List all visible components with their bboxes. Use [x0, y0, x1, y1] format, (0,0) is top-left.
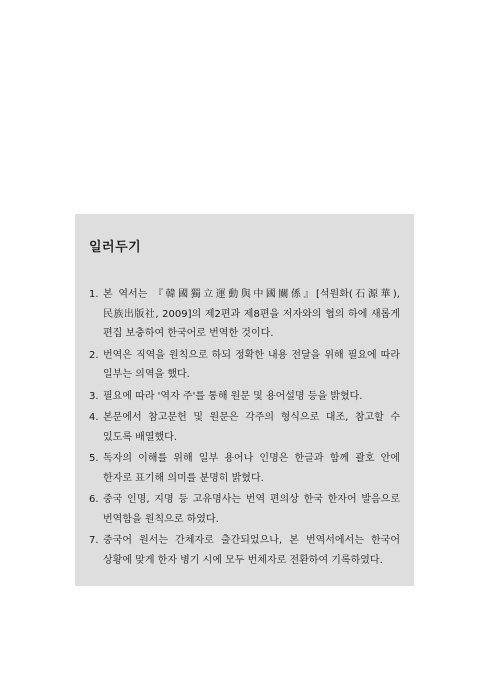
note-item-3 — [89, 387, 400, 407]
note-number: 7. — [89, 535, 99, 546]
note-item-5 — [89, 449, 400, 488]
note-number: 1. — [89, 289, 99, 300]
notes-title: 일러두기 — [89, 240, 142, 255]
note-number: 3. — [89, 390, 99, 402]
notes-list — [89, 285, 400, 570]
note-text: 독자의 이해를 위해 일부 용어나 인명은 한글과 함께 괄호 안에 한자로 표기해 의미를 분명히 밝혔다. — [103, 453, 400, 484]
note-text: 번역은 직역을 원칙으로 하되 정확한 내용 전달을 위해 필요에 따라 일부는 의역을 했다. — [103, 349, 400, 380]
note-item-2 — [89, 346, 400, 385]
note-text: 본문에서 참고문헌 및 원문은 각주의 형식으로 대조, 참고할 수 있도록 배열했다. — [103, 412, 400, 443]
note-item-1 — [89, 285, 400, 344]
note-text: 필요에 따라 '역자 주'를 통해 원문 및 용어설명 등을 밝혔다. — [103, 390, 363, 402]
note-number: 5. — [89, 453, 99, 464]
note-item-7 — [89, 531, 400, 570]
note-text: 본 역서는 『韓國獨立運動與中國關係』[석원화(石源華), 民族出版社, 2009]의 제2편과 제8편을 저자와의 협의 하에 새롭게 편집 보충하여 한국어로 번역한 것이다. — [103, 289, 400, 339]
note-number: 4. — [89, 412, 99, 423]
notes-box — [75, 214, 414, 586]
note-item-4 — [89, 408, 400, 447]
note-number: 6. — [89, 494, 99, 505]
note-number: 2. — [89, 349, 99, 361]
note-text: 중국어 원서는 간체자로 출간되었으나, 본 번역서에서는 한국어 상황에 맞게 한자 병기 시에 모두 번체자로 전환하여 기록하였다. — [103, 535, 400, 566]
note-item-6 — [89, 490, 400, 529]
note-text: 중국 인명, 지명 등 고유명사는 번역 편의상 한국 한자어 발음으로 번역함을 원칙으로 하였다. — [103, 494, 400, 525]
